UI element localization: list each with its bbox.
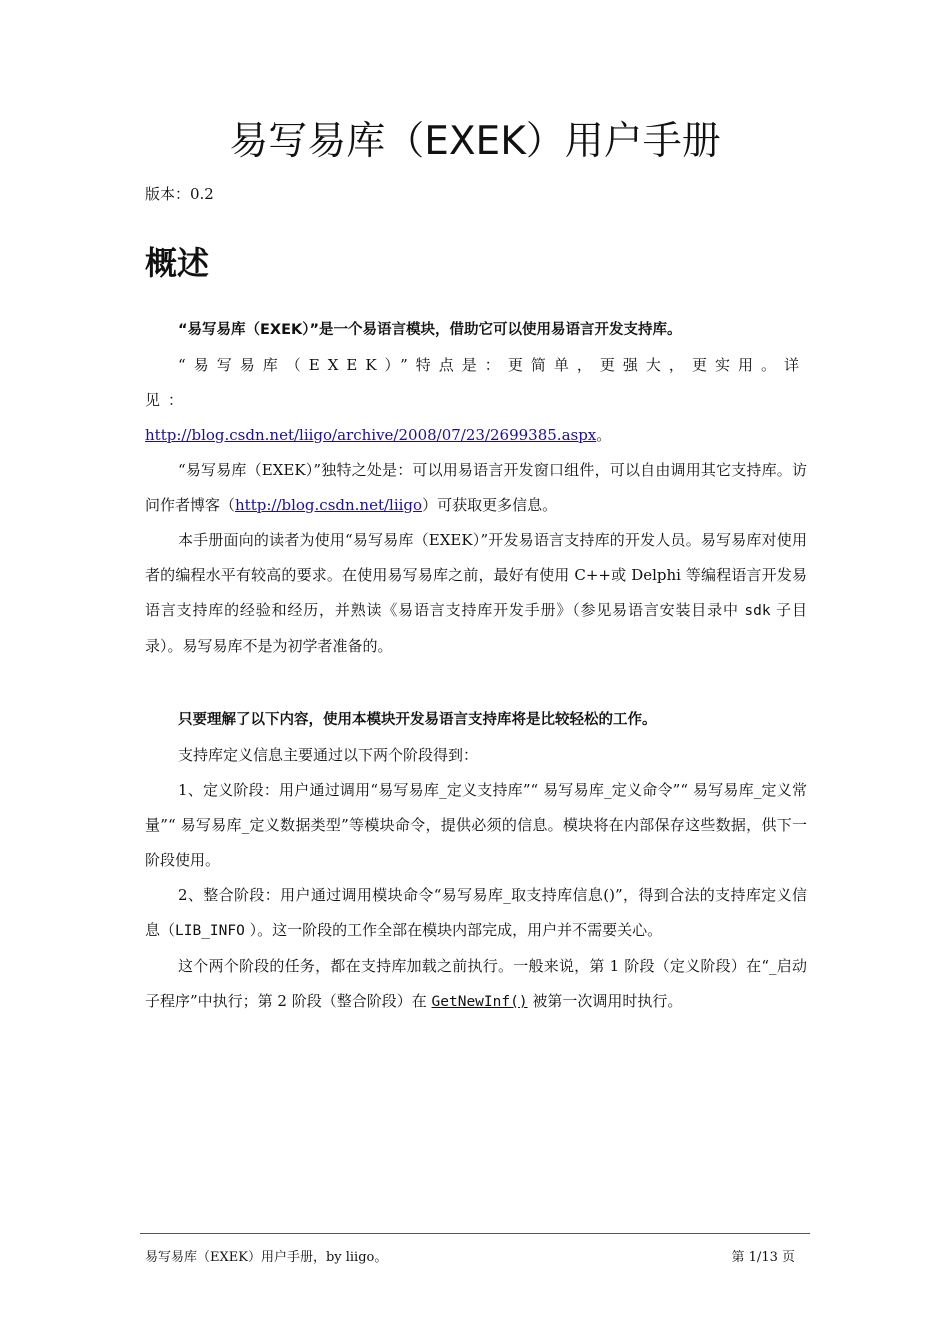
timing-text-b: 被第一次调用时执行。 xyxy=(527,992,683,1010)
document-body xyxy=(145,312,807,1020)
features-text: “易写易库（EXEK）”特点是：更简单，更强大，更实用。详见： xyxy=(145,356,807,409)
stages-lead-paragraph xyxy=(145,702,807,738)
features-paragraph xyxy=(145,348,807,418)
getnewinf-code: GetNewInf() xyxy=(431,994,528,1010)
paragraph-gap xyxy=(145,664,807,702)
page-number: 第 1/13 页 xyxy=(731,1250,795,1265)
version-label: 版本：0.2 xyxy=(145,185,214,203)
timing-paragraph xyxy=(145,949,807,1020)
blog-link[interactable]: http://blog.csdn.net/liigo xyxy=(235,496,423,514)
unique-text: “易写易库（EXEK）”独特之处是：可以用易语言开发窗口组件，可以自由调用其它支持库。访问作者博客（ xyxy=(145,461,807,514)
timing-text-a: 这个两个阶段的任务，都在支持库加载之前执行。一般来说，第 1 阶段（定义阶段）在“_启动子程序”中执行；第 2 阶段（整合阶段）在 xyxy=(145,957,807,1010)
stage1-paragraph xyxy=(145,773,807,878)
footer-title: 易写易库（EXEK）用户手册，by liigo。 xyxy=(145,1250,388,1265)
stage2-paragraph xyxy=(145,878,807,949)
stages-lead-text: 只要理解了以下内容，使用本模块开发易语言支持库将是比较轻松的工作。 xyxy=(178,712,657,728)
intro-bold-paragraph xyxy=(145,312,807,348)
stage2-text-b: ）。这一阶段的工作全部在模块内部完成，用户并不需要关心。 xyxy=(244,921,663,939)
features-end: 。 xyxy=(596,426,612,444)
unique-end: ）可获取更多信息。 xyxy=(422,496,558,514)
features-link-line xyxy=(145,418,807,453)
stage1-text: 1、定义阶段：用户通过调用“易写易库_定义支持库”“ 易写易库_定义命令”“ 易写易库_定义常量”“ 易写易库_定义数据类型”等模块命令，提供必须的信息。模块将在内部保存这些数据，供下一阶段使用。 xyxy=(145,781,807,869)
document-title: 易写易库（EXEK）用户手册 xyxy=(229,119,721,164)
unique-paragraph xyxy=(145,453,807,523)
section-heading: 概述 xyxy=(145,244,210,282)
lib-info-code: LIB_INFO xyxy=(175,923,245,939)
footer-divider xyxy=(140,1233,810,1234)
stages-intro-paragraph xyxy=(145,738,807,773)
audience-text-a: 本手册面向的读者为使用“易写易库（EXEK）”开发易语言支持库的开发人员。易写易库对使用者的编程水平有较高的要求。在使用易写易库之前，最好有使用 C++或 Delphi 等编程语言开发易语言支持库的经验和经历，并熟读《易语言支持库开发手册》（参见易语言安装目录中 xyxy=(145,531,807,619)
intro-bold-text: “易写易库（EXEK）”是一个易语言模块，借助它可以使用易语言开发支持库。 xyxy=(178,322,682,338)
sdk-code: sdk xyxy=(744,603,771,619)
audience-paragraph xyxy=(145,523,807,664)
audience-text-b: 子目录）。易写易库不是为初学者准备的。 xyxy=(145,601,807,655)
archive-link[interactable]: http://blog.csdn.net/liigo/archive/2008/07/23/2699385.aspx xyxy=(145,426,597,444)
stage2-text-a: 2、整合阶段：用户通过调用模块命令“易写易库_取支持库信息()”，得到合法的支持库定义信息（ xyxy=(145,886,807,939)
stages-intro-text: 支持库定义信息主要通过以下两个阶段得到： xyxy=(178,746,479,764)
